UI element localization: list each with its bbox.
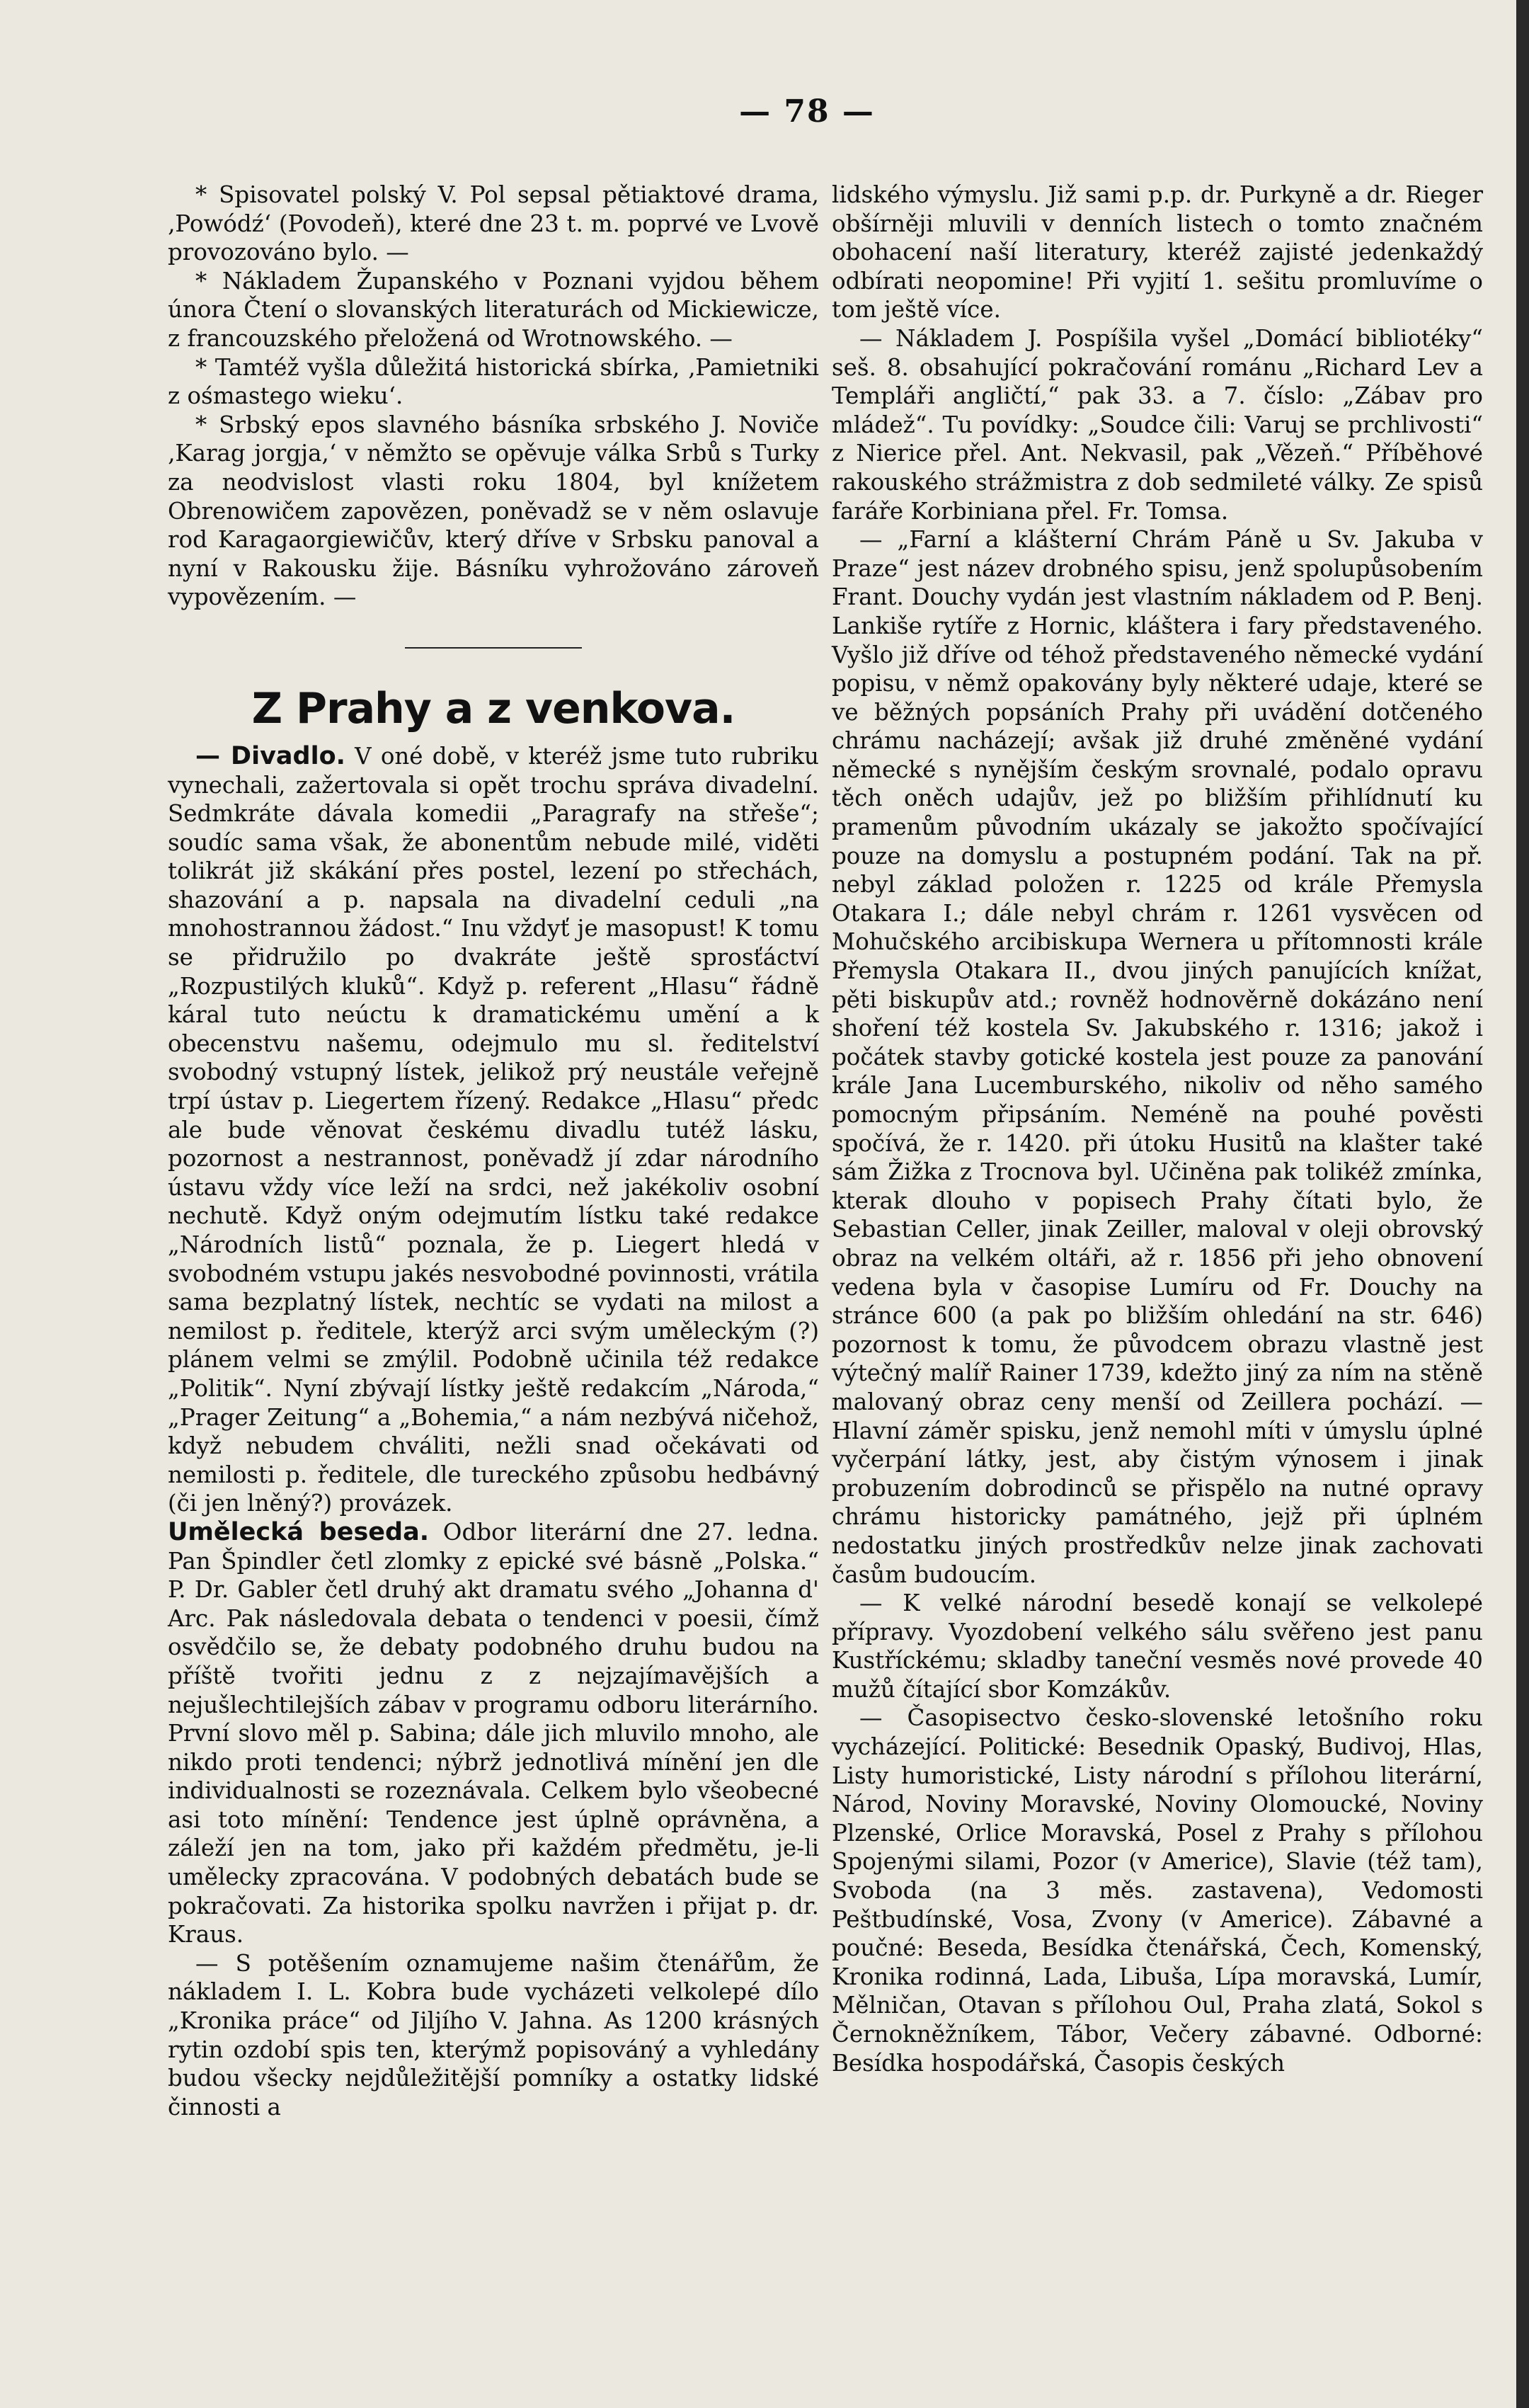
jakub-church-article: — „Farní a klášterní Chrám Páně u Sv. Jakuba v Praze“ jest název drobného spisu, jenž spolupůsobením Frant. Douchy vydán jest vlastním nákladem od P. Benj. Lankiše rytíře z Hornic, kláštera i fary představeného. Vyšlo již dříve od téhož představeného německé vydání popisu, v němž opakovány byly některé udaje, které se ve běžných popsáních Prahy při uvádění dotčeného chrámu nacházejí; avšak již druhé změněné vydání německé s nynějším českým srovnalé, podalo opravu těch oněch udajův, jež po bližším přihlídnutí ku pramenům původním ukázaly se jakožto spočívající pouze na domyslu a postupném podání. Tak na př. nebyl základ položen r. 1225 od krále Přemysla Otakara I.; dále nebyl chrám r. 1261 vysvěcen od Mohučského arcibiskupa Wernera u přítomnosti krále Přemysla Otakara II., dvou jiných panujících knížat, pěti biskupův atd.; rovněž hodnověrně dokázáno není shoření též kostela Sv. Jakubského r. 1316; jakož i počátek stavby gotické kostela jest pouze za panování krále Jana Lucemburského, nikoliv od něho samého pomocným připsáním. Neméně na pouhé pověsti spočívá, že r. 1420. při útoku Husitů na klašter také sám Žižka z Trocnova byl. Učiněna pak tolikéž zmínka, kterak dlouho v popisech Prahy čítati bylo, že Sebastian Celler, jinak Zeiller, maloval v oleji obrovský obraz na velkém oltáři, až r. 1856 při jeho obnovení vedena byla v časopise Lumíru od Fr. Douchy na stránce 600 (a pak po bližším ohledání na str. 646) pozornost k tomu, že původcem obrazu vlastně jest výtečný malíř Rainer 1739, kdežto jiný za ním na stěně malovaný obraz ceny menší od Zeillera pochází. — Hlavní záměr spisku, jenž nemohl míti v úmyslu úplné vyčerpání látky, jest, aby čistým výnosem i jinak probuzením dobrodinců se přispělo na nutné opravy chrámu historicky památného, jejž při úplném nedostatku jiných prostředkův nelze jinak zachovati časům budoucím.: [832, 526, 1483, 1588]
periodicals-list: — Časopisectvo česko-slovenské letošního roku vycházející. Politické: Besednik Opaský, Budivoj, Hlas, Listy humoristické, Listy národní s přílohou literární, Národ, Noviny Moravské, Noviny Olomoucké, Noviny Plzenské, Orlice Moravská, Posel z Prahy s přílohou Spojenými silami, Pozor (v Americe), Slavie (též tam), Svoboda (na 3 měs. zastavena), Vedomosti Peštbudínské, Vosa, Zvony (v Americe). Zábavné a poučné: Beseda, Besídka čtenářská, Čech, Komenský, Kronika rodinná, Lada, Libuša, Lípa moravská, Lumír, Mělničan, Otavan s přílohou Oul, Praha zlatá, Sokol s Černokněžníkem, Tábor, Večery zábavné. Odborné: Besídka hospodářská, Časopis českých: [832, 1704, 1483, 2077]
page-binding-edge: [1516, 0, 1529, 2408]
kobra-announcement: — S potěšením oznamujeme našim čtenářům, že nákladem I. L. Kobra bude vycházeti velkolepé dílo „Kronika práce“ od Jiljího V. Jahna. As 1200 krásných rytin ozdobí spis ten, kterýmž popisováný a vyhledány budou všecky nejdůležitější pomníky a ostatky lidské činnosti a: [168, 1949, 819, 2121]
section-title: Z Prahy a z venkova.: [251, 683, 735, 734]
news-note: * Srbský epos slavného básníka srbského J. Noviče ‚Karag jorgja,‘ v němžto se opěvuje válka Srbů s Turky za neodvislost vlasti roku 1804, byl knížetem Obrenowičem zapovězen, poněvadž se v něm oslavuje rod Karagaorgiewičův, který dříve v Srbsku panoval a nyní v Rakousku žije. Básníku vyhrožováno zároveň vypovězením. —: [168, 411, 819, 611]
pospisil-announcement: — Nákladem J. Pospíšila vyšel „Domácí bibliotéky“ seš. 8. obsahující pokračování románu „Richard Lev a Templáři angličtí,“ pak 33. a 7. číslo: „Zábav pro mládež“. Tu povídky: „Soudce čili: Varuj se prchlivosti“ z Nierice přel. Ant. Nekvasil, pak „Vězeň.“ Příběhové rakouského strážmistra z dob sedmileté války. Ze spisů faráře Korbiniana přel. Fr. Tomsa.: [832, 324, 1483, 525]
umelecka-beseda-article: [168, 1518, 819, 1949]
continued-text: lidského výmyslu. Již sami p.p. dr. Purkyně a dr. Rieger obšírněji mluvili v denních listech o tomto značném obohacení naší literatury, kteréž zajisté jedenkaždý odbírati neopomine! Při vyjití 1. sešitu promluvíme o tom ještě více.: [832, 181, 1483, 324]
left-column: [168, 181, 819, 2121]
section-divider: [405, 647, 582, 649]
umelecka-beseda-text: Odbor literární dne 27. ledna. Pan Špindler četl zlomky z epické své básně „Polska.“ P. Dr. Gabler četl druhý akt dramatu svého „Johanna d' Arc. Pak následovala debata o tendenci v poesii, čímž osvědčilo se, že debaty podobného druhu budou na příště tvořiti jednu z z nejzajímavějších a nejušlechtilejších zábav v programu odboru literárního. První slovo měl p. Sabina; dále jich mluvilo mnoho, ale nikdo proti tendenci; nýbrž jednotlivá mínění jen dle individualnosti se rozeznávala. Celkem bylo všeobecné asi toto mínění: Tendence jest úplně oprávněna, a záleží jen na tom, jako při každém předmětu, je-li umělecky zpracována. V podobných debatách bude se pokračovati. Za historika spolku navržen i přijat p. dr. Kraus.: [168, 1518, 819, 1948]
divadlo-text: V oné době, v kteréž jsme tuto rubriku vynechali, zažertovala si opět trochu správa divadelní. Sedmkráte dávala komedii „Paragrafy na střeše“; soudíc sama však, že abonentům nebude milé, viděti tolikrát již skákání přes postel, lezení po střechách, shazování a p. napsala na divadelní ceduli „na mnohostrannou žádost.“ Inu vždyť je masopust! K tomu se přidružilo po dvakráte ještě sprosťáctví „Rozpustilých kluků“. Když p. referent „Hlasu“ řádně káral tuto neúctu k dramatickému umění a k obecenstvu našemu, odejmulo mu sl. ředitelství svobodný vstupný lístek, jelikož prý neustále veřejně trpí ústav p. Liegertem řízený. Redakce „Hlasu“ předc ale bude věnovat českému divadlu tutéž lásku, pozornost a nestrannost, poněvadž jí zdar národního ústavu vždy více leží na srdci, než jakékoliv osobní nechutě. Když oným odejmutím lístku také redakce „Národních listů“ poznala, že p. Liegert hledá v svobodném vstupu jakés nesvobodné povinnosti, vrátila sama bezplatný lístek, nechtíc se vydati na milost a nemilost p. ředitele, kterýž arci svým uměleckým (?) plánem velmi se zmýlil. Podobně učinila též redakce „Politik“. Nyní zbývají lístky ještě redakcím „Národa,“ „Prager Zeitung“ a „Bohemia,“ a nám nezbývá ničehož, když nebudem chváliti, nežli snad očekávati od nemilosti p. ředitele, dle tureckého způsobu hedbávný (či jen lněný?) provázek.: [168, 742, 819, 1517]
news-note: * Nákladem Županského v Poznani vyjdou během února Čtení o slovanských literaturách od Mickiewicze, z francouzského přeložená od Wrotnowského. —: [168, 267, 819, 352]
divadlo-article: [168, 742, 819, 1518]
umelecka-beseda-heading: Umělecká beseda.: [168, 1517, 429, 1546]
national-ball-note: — K velké národní besedě konají se velkolepé přípravy. Vyozdobení velkého sálu svěřeno jest panu Kustříckému; skladby taneční vesměs nové provede 40 mužů čítající sbor Komzákův.: [832, 1590, 1483, 1703]
news-note: * Spisovatel polský V. Pol sepsal pětiaktové drama, ‚Powódź‘ (Povodeň), které dne 23 t. m. poprvé ve Lvově provozováno bylo. —: [168, 181, 819, 266]
divadlo-heading: — Divadlo.: [195, 741, 345, 770]
page-number: — 78 —: [739, 93, 875, 130]
right-column: [832, 181, 1483, 2077]
news-note: * Tamtéž vyšla důležitá historická sbírka, ‚Pamietniki z ośmastego wieku‘.: [168, 353, 819, 410]
